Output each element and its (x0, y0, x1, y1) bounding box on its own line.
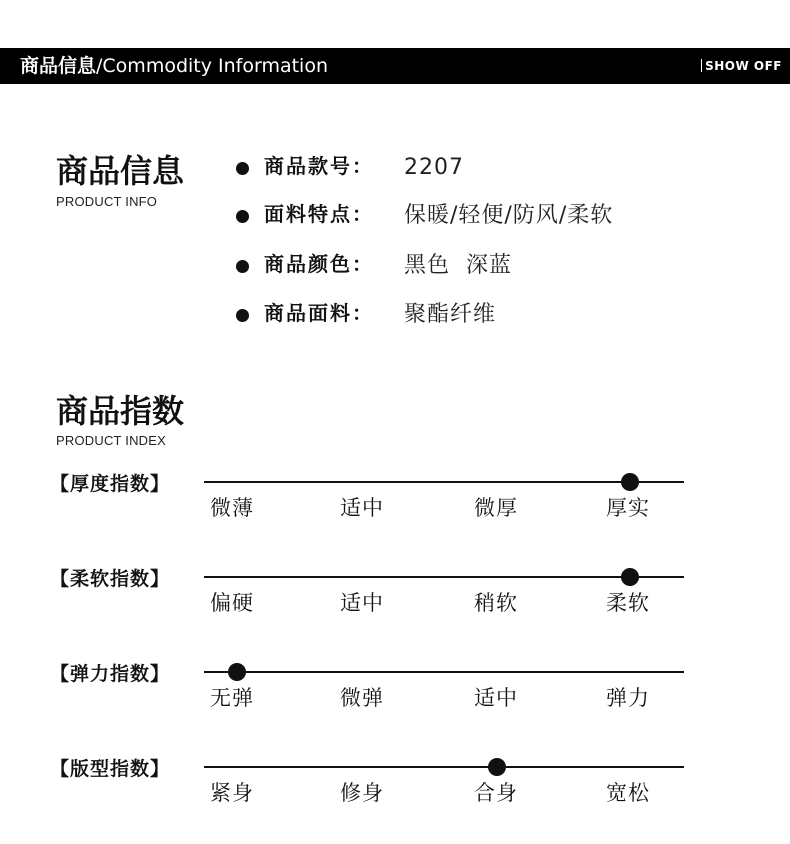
index-option: 微厚 (474, 496, 518, 520)
index-option: 修身 (340, 781, 384, 805)
index-scale-line (204, 481, 684, 483)
index-scale-line (204, 576, 684, 578)
index-scale-line (204, 766, 684, 768)
index-option: 宽松 (606, 781, 650, 805)
softness-index-row (0, 567, 790, 627)
index-option: 紧身 (210, 781, 254, 805)
info-section-title: 商品信息 (56, 152, 185, 190)
header-title-en: /Commodity Information (96, 55, 329, 77)
info-value: 2207 (404, 155, 464, 180)
bullet-icon (236, 309, 249, 322)
index-section-subtitle: PRODUCT INDEX (56, 433, 166, 448)
info-row-material (236, 299, 736, 329)
bullet-icon (236, 210, 249, 223)
show-off-text: SHOW OFF (705, 59, 782, 73)
index-label: 【弹力指数】 (50, 663, 171, 685)
info-value: 黑色 深蓝 (404, 253, 512, 278)
index-option: 合身 (474, 781, 518, 805)
header-bar (0, 48, 790, 84)
bullet-icon (236, 162, 249, 175)
index-option: 稍软 (474, 591, 518, 615)
index-option: 偏硬 (210, 591, 254, 615)
index-option: 适中 (474, 686, 518, 710)
thickness-index-row (0, 472, 790, 532)
index-option: 柔软 (606, 591, 650, 615)
index-label: 【版型指数】 (50, 758, 171, 780)
info-row-colors (236, 250, 736, 280)
show-off-label (701, 59, 782, 73)
index-marker (621, 568, 639, 586)
index-option: 弹力 (606, 686, 650, 710)
info-label: 商品款号： (264, 154, 374, 178)
index-label: 【厚度指数】 (50, 473, 171, 495)
info-value: 保暖/轻便/防风/柔软 (404, 203, 614, 228)
fit-index-row (0, 757, 790, 817)
info-row-fabric-features (236, 200, 736, 230)
index-section-title: 商品指数 (56, 392, 185, 430)
info-row-style-number (236, 152, 736, 182)
info-label: 商品面料： (264, 301, 374, 325)
info-value: 聚酯纤维 (404, 302, 497, 327)
index-label: 【柔软指数】 (50, 568, 171, 590)
index-marker (228, 663, 246, 681)
info-label: 面料特点： (264, 202, 374, 226)
index-option: 无弹 (210, 686, 254, 710)
elasticity-index-row (0, 662, 790, 722)
index-scale-line (204, 671, 684, 673)
info-label: 商品颜色： (264, 252, 374, 276)
index-option: 适中 (340, 591, 384, 615)
index-marker (488, 758, 506, 776)
index-option: 厚实 (606, 496, 650, 520)
index-option: 微薄 (210, 496, 254, 520)
info-section-subtitle: PRODUCT INFO (56, 194, 158, 209)
index-marker (621, 473, 639, 491)
bullet-icon (236, 260, 249, 273)
separator (701, 59, 702, 72)
header-title-cn: 商品信息 (20, 55, 97, 77)
header-title (20, 54, 328, 78)
index-option: 适中 (340, 496, 384, 520)
index-option: 微弹 (340, 686, 384, 710)
